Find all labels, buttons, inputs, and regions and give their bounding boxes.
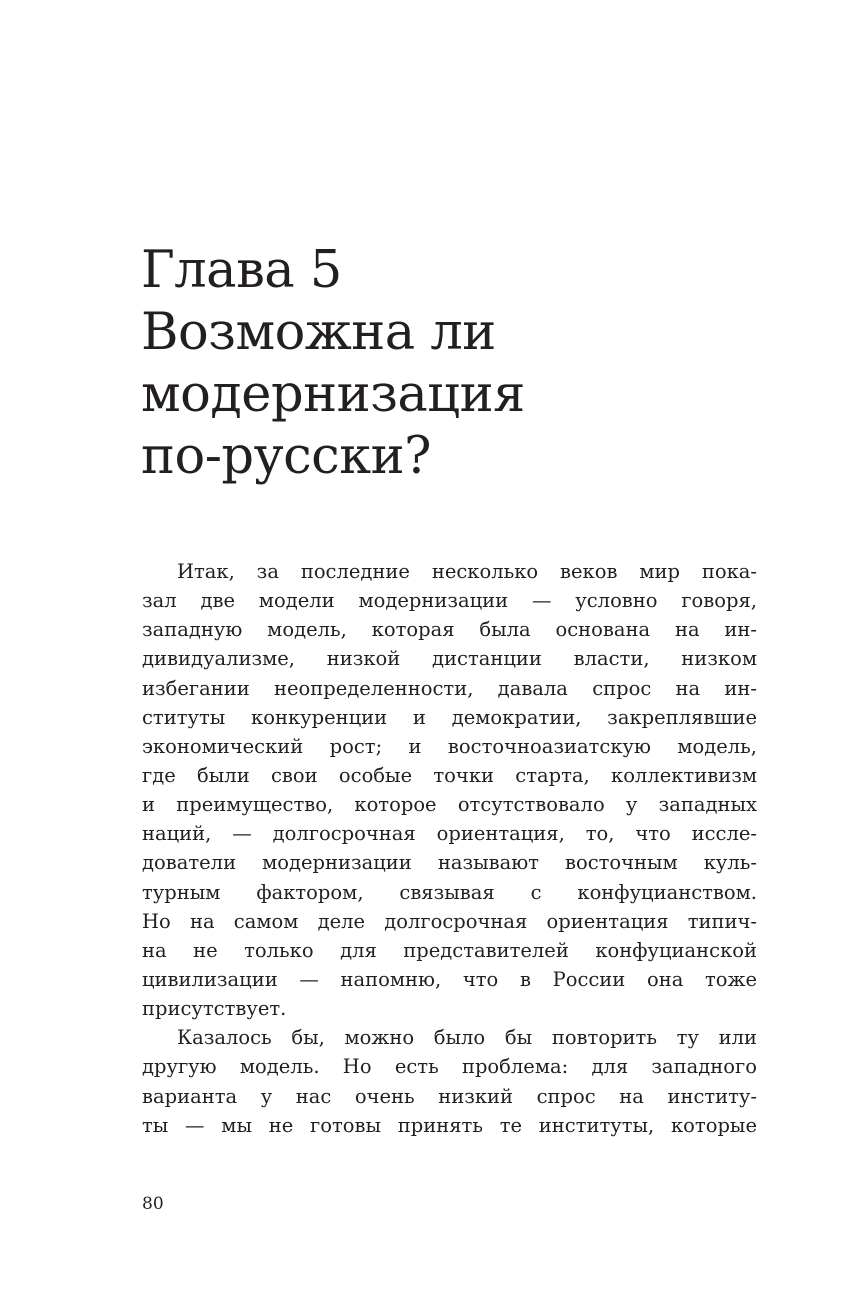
chapter-number: Глава 5 — [141, 241, 342, 300]
paragraph-1-line: зал две модели модернизации — условно говоря, — [142, 589, 757, 613]
paragraph-2-line: другую модель. Но есть проблема: для западного — [142, 1055, 757, 1079]
paragraph-1-line: дователи модернизации называют восточным куль- — [142, 851, 757, 875]
paragraph-1-line: где были свои особые точки старта, коллективизм — [142, 763, 757, 787]
paragraph-1-line: ституты конкуренции и демократии, закреплявшие — [142, 705, 757, 729]
chapter-title-line-2: модернизация — [141, 365, 525, 424]
paragraph-2-line: варианта у нас очень низкий спрос на институ- — [142, 1084, 757, 1108]
chapter-title-line-1: Возможна ли — [141, 303, 496, 362]
chapter-title-line-3: по-русски? — [141, 427, 431, 486]
chapter-heading — [141, 240, 781, 488]
paragraph-1-line: наций, — долгосрочная ориентация, то, что иссле- — [142, 822, 757, 846]
paragraph-1-line: дивидуализме, низкой дистанции власти, низком — [142, 647, 757, 671]
paragraph-1-line: на не только для представителей конфуцианской — [142, 938, 757, 962]
paragraph-1-line: Но на самом деле долгосрочная ориентация типич- — [142, 909, 757, 933]
paragraph-1-line: Итак, за последние несколько веков мир пока- — [177, 560, 757, 583]
page-number: 80 — [142, 1194, 164, 1214]
paragraph-1-line: западную модель, которая была основана на ин- — [142, 618, 757, 642]
body-text — [142, 557, 757, 1140]
paragraph-1-line: избегании неопределенности, давала спрос на ин- — [142, 676, 757, 700]
paragraph-1-line: турным фактором, связывая с конфуцианством. — [142, 880, 757, 904]
paragraph-2-line: Казалось бы, можно было бы повторить ту или — [177, 1026, 757, 1050]
paragraph-2-line: ты — мы не готовы принять те институты, которые — [142, 1113, 757, 1137]
paragraph-1-last-line: присутствует. — [142, 997, 287, 1021]
paragraph-1-line: цивилизации — напомню, что в России она тоже — [142, 967, 757, 991]
paragraph-1-line: экономический рост; и восточноазиатскую модель, — [142, 734, 757, 758]
paragraph-1-line: и преимущество, которое отсутствовало у западных — [142, 793, 757, 817]
